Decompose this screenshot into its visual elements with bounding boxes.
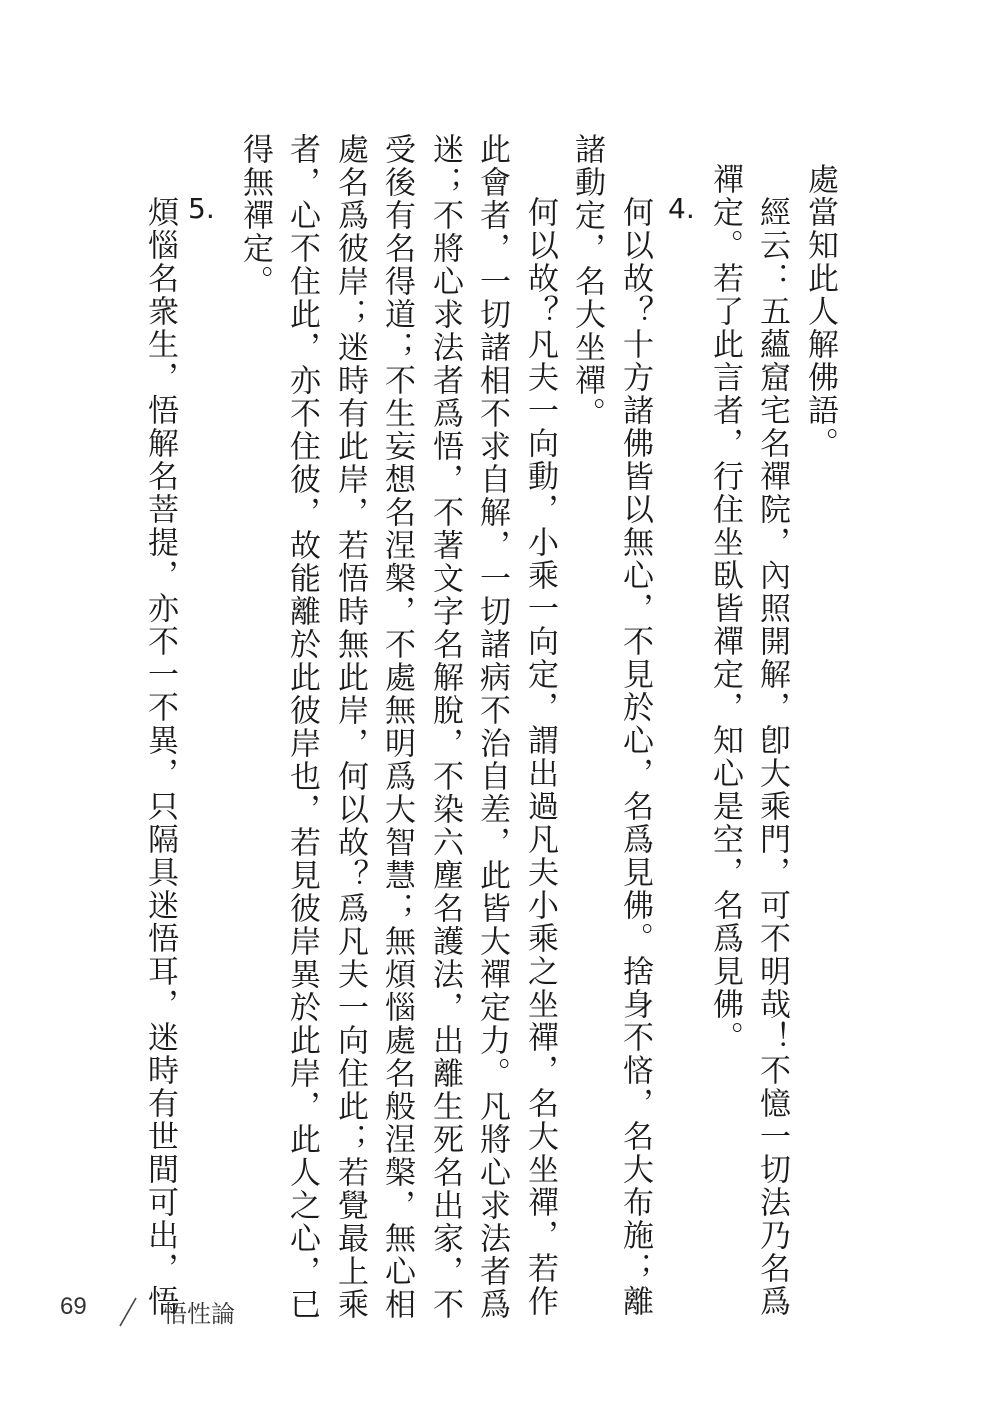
text-column-10: 處名爲彼岸；迷時有此岸，若悟時無此岸，何以故？爲凡夫一向住此；若覺最上乘 xyxy=(332,133,368,1321)
slash-divider-icon xyxy=(117,1297,139,1327)
text-column-11: 者，心不住此，亦不住彼，故能離於此彼岸也，若見彼岸異於此岸，此人之心，已 xyxy=(284,133,320,1321)
text-column-9: 受後有名得道；不生妄想名涅槃，不處無明爲大智慧；無煩惱處名般涅槃，無心相 xyxy=(379,133,415,1321)
text-column-5: 諸動定，名大坐禪。 xyxy=(569,133,605,430)
page-number: 69 xyxy=(60,1293,87,1320)
text-column-1: 處當知此人解佛語。 xyxy=(802,163,838,460)
running-title: 悟性論 xyxy=(163,1300,235,1328)
section-number-5: 5. xyxy=(188,192,215,225)
text-column-12: 得無禪定。 xyxy=(237,133,273,298)
text-column-4: 何以故？十方諸佛皆以無心，不見於心，名爲見佛。捨身不悋，名大布施；離 xyxy=(617,196,653,1318)
text-column-3: 禪定。若了此言者，行住坐臥皆禪定，知心是空，名爲見佛。 xyxy=(707,163,743,1054)
text-column-8: 迷；不將心求法者爲悟，不著文字名解脫，不染六塵名護法，出離生死名出家，不 xyxy=(427,133,463,1321)
section-number-4: 4. xyxy=(668,192,695,225)
text-column-6: 何以故？凡夫一向動，小乘一向定，謂出過凡夫小乘之坐禪，名大坐禪，若作 xyxy=(522,196,558,1318)
text-column-13: 煩惱名衆生，悟解名菩提，亦不一不異，只隔具迷悟耳，迷時有世間可出，悟 xyxy=(142,196,178,1318)
text-column-7: 此會者，一切諸相不求自解，一切諸病不治自差，此皆大禪定力。凡將心求法者爲 xyxy=(474,133,510,1321)
text-column-2: 經云：五蘊窟宅名禪院，內照開解，卽大乘門，可不明哉！不憶一切法乃名爲 xyxy=(754,196,790,1318)
